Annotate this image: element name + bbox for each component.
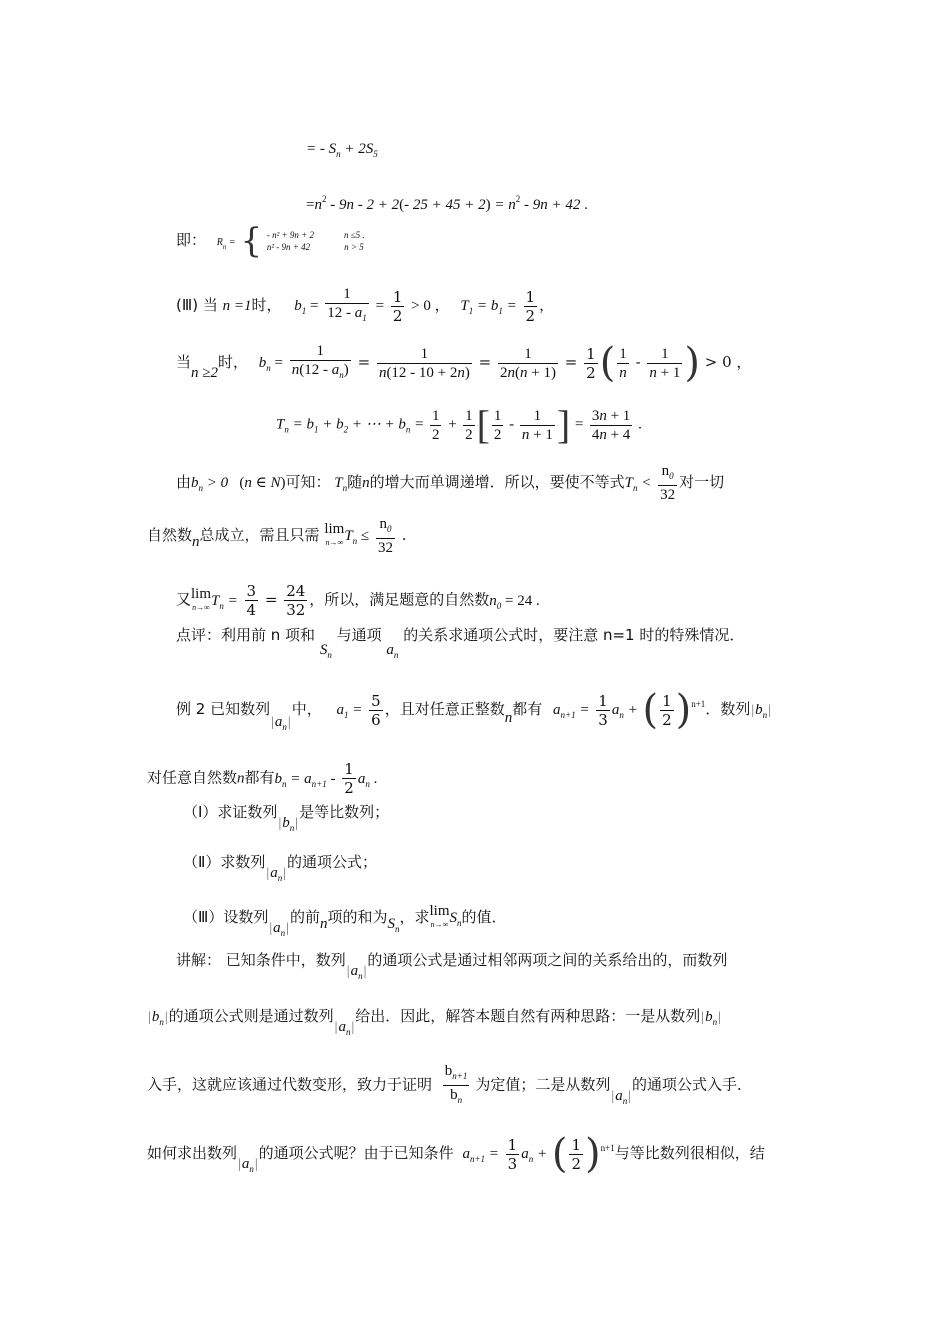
part-three-line: (Ⅲ) 当 n =1时， $b_1$ = $\frac{1}{12 - a_1}$ = $\frac{1}{2}$ > 0 ， $T_1 = b_1$ = $\frac{1}{2}$ ， — [176, 286, 555, 325]
text-ziranshu: 自然数 — [147, 526, 193, 544]
s1-text-b: 的通项公式是通过相邻两项之间的关系给出的，而数列 — [367, 951, 728, 969]
s4-text-a: 如何求出数列 — [147, 1144, 238, 1162]
s3-text-c: 的通项公式入手． — [632, 1075, 753, 1094]
limit-line: 又 lim n→∞ $T_n$ = $\frac{3}{4}$ = $\frac{24}{32}$ ，所以，满足题意的自然数$n_0 = 24$ . — [176, 582, 540, 619]
s1-text-a: 讲解： 已知条件中，数列 — [176, 951, 346, 969]
s2-text-b: 给出．因此，解答本题自然有两种思路：一是从数列 — [355, 1007, 701, 1025]
comment-c: 的关系求通项公式时，要注意 n=1 时的特殊情况． — [403, 626, 745, 644]
text-duiyiqie: 对一切 — [679, 473, 725, 491]
cond-2: n > 5 — [344, 242, 364, 252]
example-label: 例 2 已知数列 — [176, 700, 271, 718]
comment-line: 点评：利用前 n 项和 $S_n$ 与通项 $a_n$ 的关系求通项公式时，要注意 n=1 时的特殊情况． — [176, 626, 745, 660]
text-conclusion: ，所以，满足题意的自然数 — [309, 590, 490, 609]
condition-line: 自然数n总成立，需且只需 lim n→∞ $T_n$ ≤ $\frac{n_0}{32}$ . — [147, 516, 407, 556]
case-1: - n² + 9n + 2 — [266, 230, 314, 240]
q1-text-a: （Ⅰ）求证数列 — [183, 803, 278, 821]
text-any-natural: 对任意自然数 — [147, 768, 238, 787]
q2-text-b: 的通项公式； — [287, 853, 378, 871]
q3-text-d: ，求 — [399, 908, 430, 926]
text-inequality-intro: 的增大而单调递增．所以，要使不等式 — [369, 473, 625, 491]
explanation-line-1: 讲解： 已知条件中，数列$|a_n|$的通项公式是通过相邻两项之间的关系给出的，而数列 — [176, 951, 728, 981]
text-you2: 又 — [176, 590, 192, 609]
q3-text-b: 的前 — [289, 908, 320, 926]
s3-text-a: 入手，这就应该通过代数变形，致力于证明 — [147, 1075, 433, 1094]
monotone-line: 由$b_n > 0$ (n ∈ N)可知： $T_n$随n的增大而单调递增．所以，要使不等式$T_n$ < $\frac{n_0}{32}$ 对一切 — [176, 463, 725, 503]
s4-text-c: 与等比数列很相似，结 — [614, 1144, 765, 1162]
label-ji: 即： — [176, 231, 207, 249]
text-sui: 随 — [347, 473, 363, 491]
explanation-line-4: 如何求出数列$|a_n|$的通项公式呢？由于已知条件 $a_{n+1}$ = $\frac{1}{3}$ $a_n$ + ( $\frac{1}{2}$ )$^{n+1}$与等比数列很相似，结 — [147, 1131, 765, 1177]
q1-text-b: 是等比数列； — [299, 803, 390, 821]
text-douyou2: 都有 — [244, 768, 275, 787]
comment-b: 与通项 — [336, 626, 382, 644]
equation-line-1: = - $S_n + 2S_5$ — [306, 141, 378, 159]
cond-1: n ≤5 . — [343, 230, 365, 240]
part-label: (Ⅲ) 当 — [176, 296, 218, 314]
q2-text-a: （Ⅱ）求数列 — [183, 853, 266, 871]
q3-text-c: 项的和为 — [327, 908, 388, 926]
example-2-line: 例 2 已知数列$|a_n|$中， $a_1$ = $\frac{5}{6}$ ，且对任意正整数n都有 $a_{n+1}$ = $\frac{1}{3}$ $a_n$ + ( $\frac{1}{2}$ )$^{n+1}$．数列$|b_n|$ — [176, 687, 771, 733]
explanation-line-3: 入手，这就应该通过代数变形，致力于证明 $\frac{b_{n+1}}{b_n}$ 为定值；二是从数列$|a_n|$的通项公式入手． — [147, 1063, 753, 1106]
b-n-line: 当n ≥2时， $b_n$ = $\frac{1}{n(12 - a_n)}$ = $\frac{1}{n(12 - 10 + 2n)}$ = $\frac{1}{2n(n + 1)}$ = $\frac{1}{2}$ ( $\frac{1}{n}$ - $\frac{1}{n + 1}$ ) > 0 ， — [176, 340, 752, 386]
text-kezhi: 可知： — [285, 473, 331, 491]
text-dang: 当 — [176, 353, 192, 371]
text-positive-int: ，且对任意正整数 — [384, 700, 505, 718]
question-3: （Ⅲ）设数列$|a_n|$的前n项的和为$S_n$，求 lim n→∞ $S_n$的值． — [183, 903, 507, 938]
text-douyou: 都有 — [512, 700, 543, 718]
text-shi-2: 时， — [218, 353, 249, 371]
case-2: n² - 9n + 42 — [266, 242, 311, 252]
text-shi: 时， — [251, 296, 282, 314]
s4-text-b: 的通项公式呢？由于已知条件 — [258, 1144, 454, 1162]
example-2-line-2: 对任意自然数n都有$b_n = a_{n+1}$ - $\frac{1}{2}$ $a_n$ . — [147, 760, 378, 797]
text-condition: 总成立，需且只需 — [199, 526, 320, 544]
q3-text-a: （Ⅲ）设数列 — [183, 908, 269, 926]
question-1: （Ⅰ）求证数列$|b_n|$是等比数列； — [183, 803, 390, 833]
s3-text-b: 为定值；二是从数列 — [475, 1075, 611, 1094]
question-2: （Ⅱ）求数列$|a_n|$的通项公式； — [183, 853, 378, 883]
text-you: 由 — [176, 473, 192, 491]
T-n-sum-line: $T_n = b_1 + b_2$ + ⋯ + $b_n$ = $\frac{1}{2}$ + $\frac{1}{2}$ [ $\frac{1}{2}$ - $\frac{1}{n + 1}$ ] = $\frac{3n + 1}{4n + 4}$ . — [276, 402, 642, 447]
equation-line-2: $=n^2 - 9n - 2 + 2(-$ $25 + 45 + 2) = n^2 - 9n + 42$ . — [306, 194, 588, 213]
text-zhong: 中， — [291, 700, 322, 718]
s2-text-a: 的通项公式则是通过数列 — [168, 1007, 334, 1025]
text-shulie: ．数列 — [705, 700, 751, 718]
q3-text-e: 的值． — [461, 908, 507, 926]
comment-a: 点评：利用前 n 项和 — [176, 626, 316, 644]
explanation-line-2: $|b_n|$的通项公式则是通过数列$|a_n|$给出．因此，解答本题自然有两种思路：一是从数列$|b_n|$ — [148, 1007, 721, 1037]
piecewise-line: 即： $R_n$ = { - n² + 9n + 2 n ≤5 . n² - 9n + 42 n > 5 — [176, 221, 365, 261]
